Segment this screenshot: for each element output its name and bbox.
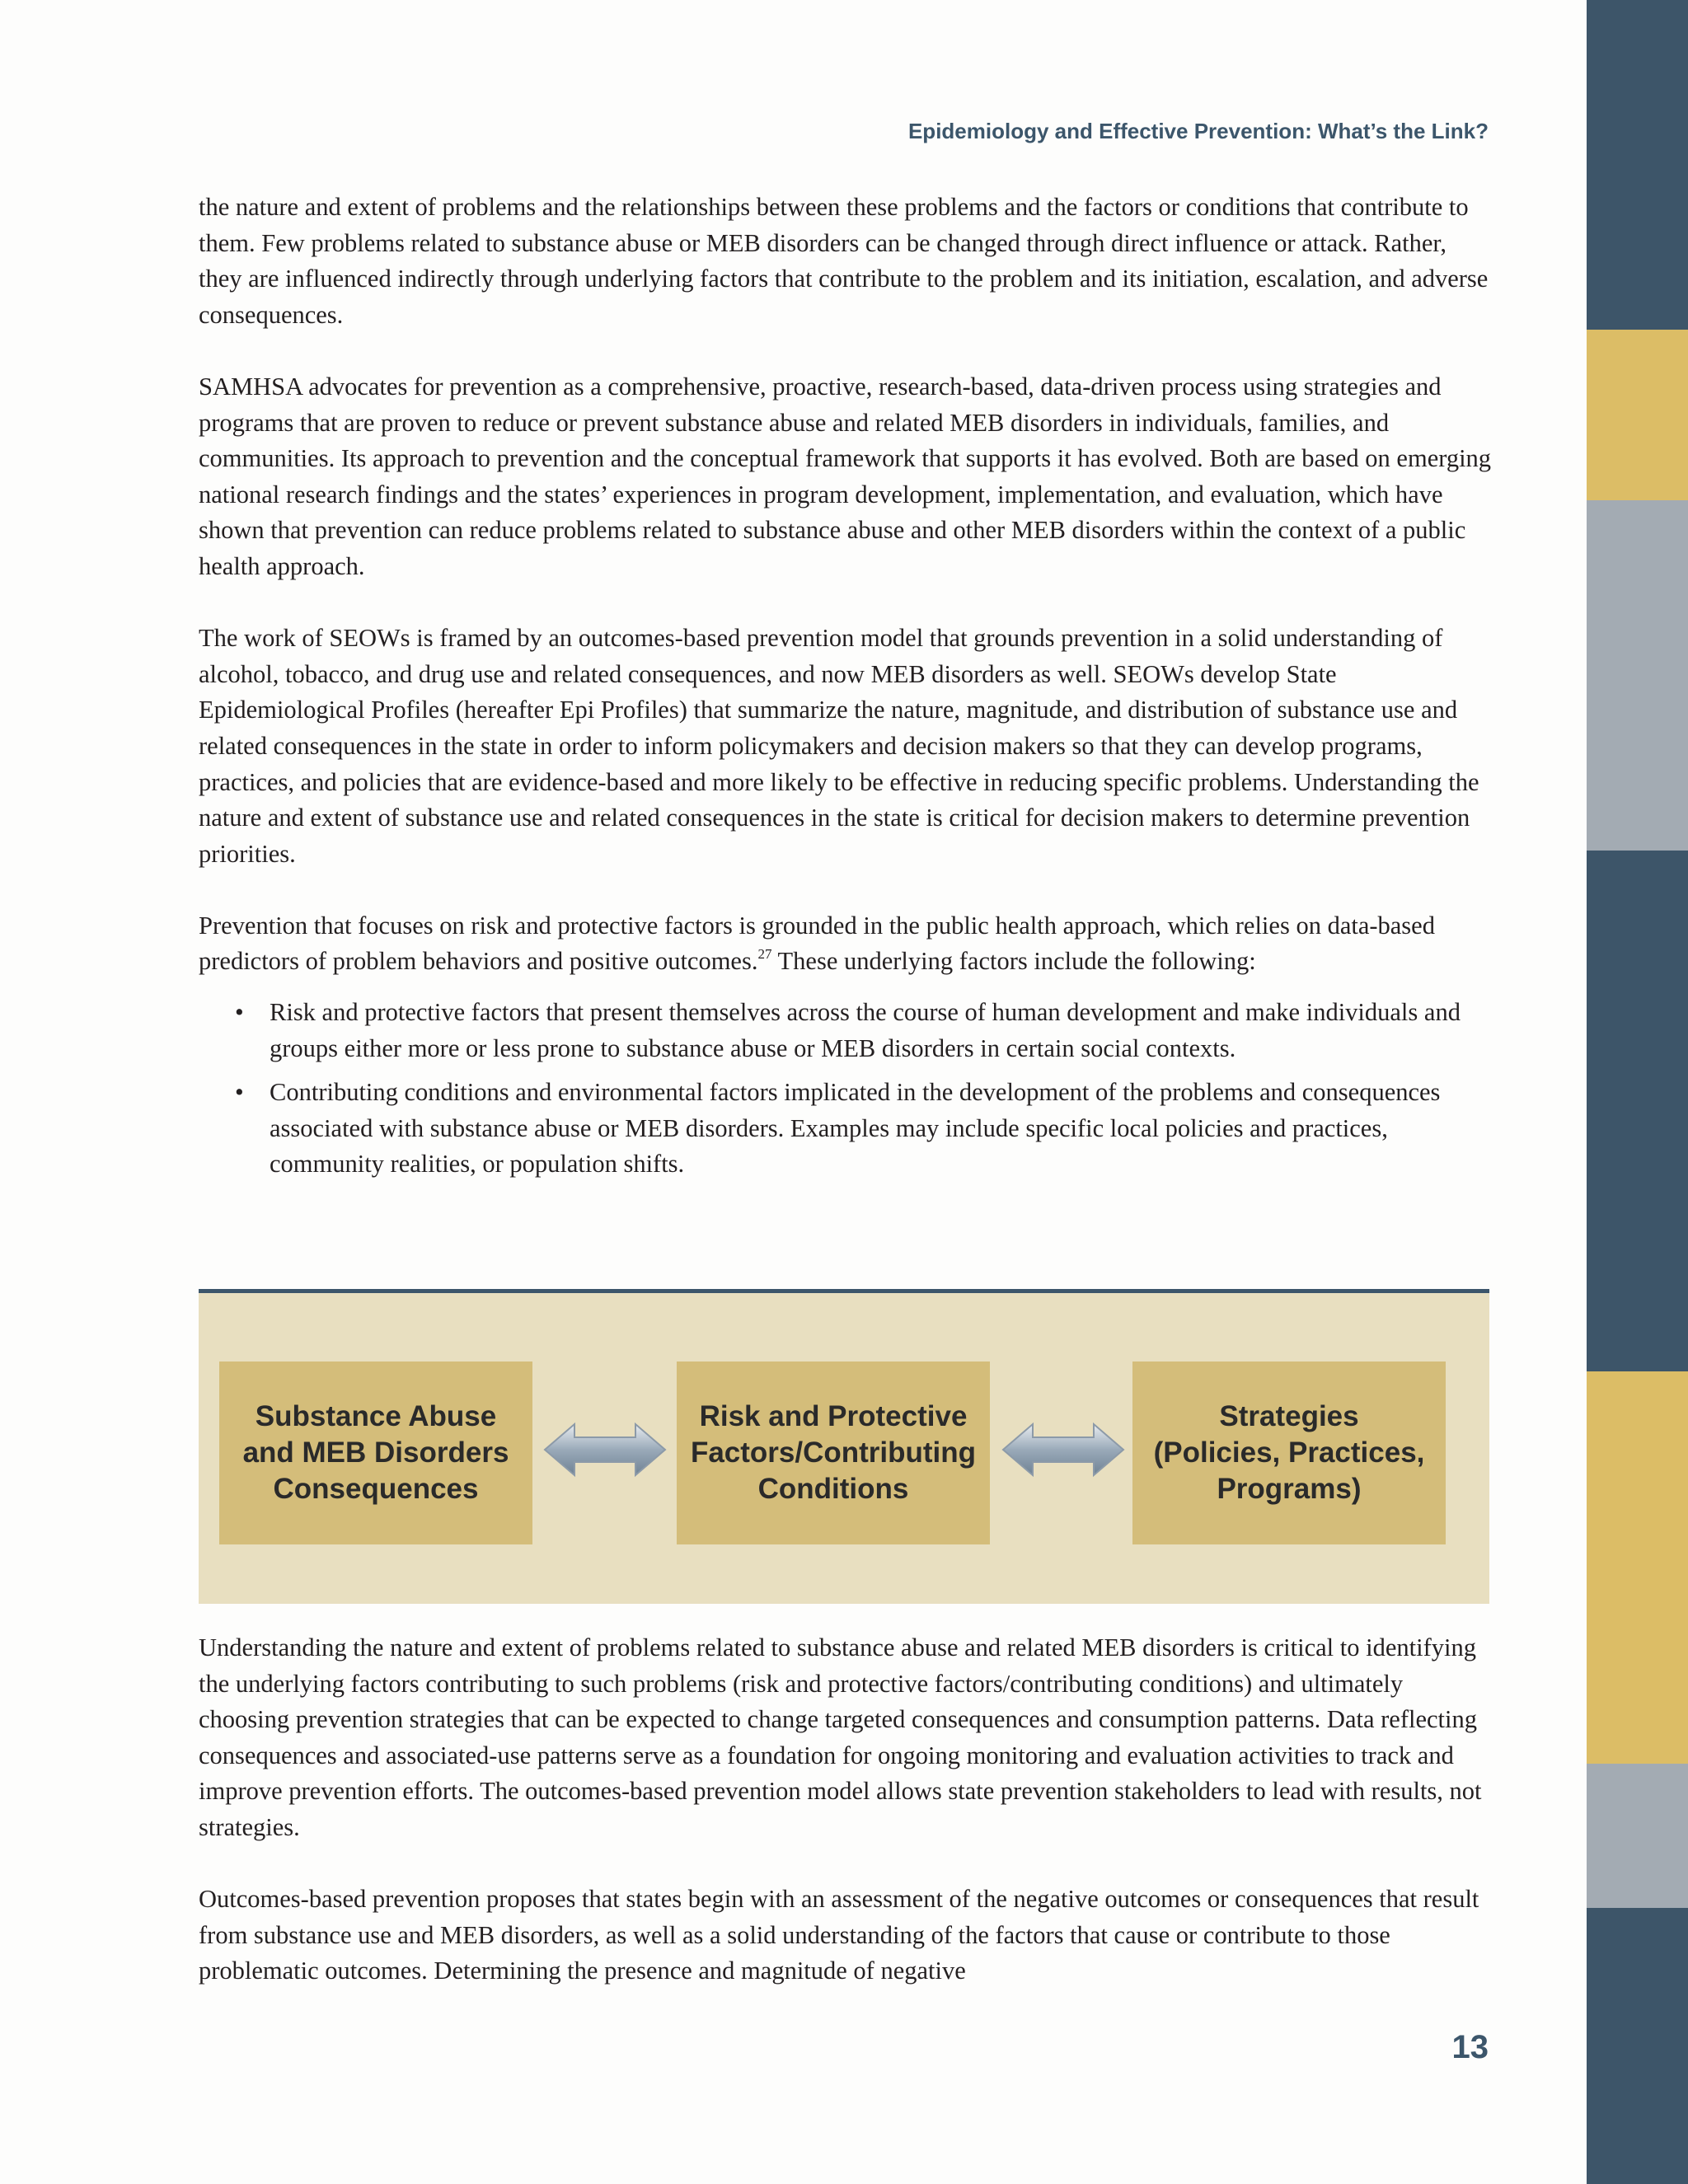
paragraph: The work of SEOWs is framed by an outcomes-based prevention model that grounds prevention in a solid understanding of alcohol, tobacco, and drug use and related consequences, and now MEB disorders as well. SEOWs develop State Epidemiological Profiles (hereafter Epi Profiles) that summarize the nature, magnitude, and distribution of substance use and related consequences in the state in order to inform policymakers and decision makers so that they can develop programs, practices, and policies that are evidence-based and more likely to be effective in reducing specific problems. Understanding the nature and extent of substance use and related consequences in the state is critical for decision makers to determine prevention priorities. [199, 624, 1479, 868]
running-header: Epidemiology and Effective Prevention: What’s the Link? [907, 119, 1489, 143]
list-item [199, 995, 1493, 1066]
band-segment-dark [1587, 1908, 1688, 2184]
box-line: Risk and Protective [699, 1400, 968, 1432]
double-arrow-icon [543, 1421, 667, 1479]
list-item-text: Contributing conditions and environmental factors implicated in the development of the problems and consequences associated with substance abuse or MEB disorders. Examples may include specific local policies and practices, community realities, or population shifts. [270, 1078, 1441, 1179]
band-segment-dark [1587, 851, 1688, 1371]
diagram-box-strategies [1132, 1361, 1446, 1544]
paragraph: SAMHSA advocates for prevention as a comprehensive, proactive, research-based, data-driven process using strategies and programs that are proven to reduce or prevent substance abuse and related MEB disorders in individuals, families, and communities. Its approach to prevention and the conceptual framework that supports it has evolved. Both are based on emerging national research findings and the states’ experiences in program development, implementation, and evaluation, which have shown that prevention can reduce problems related to substance abuse and other MEB disorders within the context of a public health approach. [199, 372, 1492, 580]
band-segment-gray [1587, 500, 1688, 851]
bullet-list [199, 995, 1493, 1183]
bullet-icon: • [235, 1078, 244, 1107]
body-text-top [199, 190, 1493, 1191]
paragraph-with-footnote [199, 908, 1493, 980]
double-arrow-icon [1001, 1421, 1125, 1479]
prevention-model-diagram [199, 1289, 1489, 1604]
box-line: Substance Abuse [255, 1400, 497, 1432]
paragraph-text: These underlying factors include the following: [771, 947, 1256, 976]
page-number: 13 [1451, 2029, 1489, 2065]
decorative-side-band [1587, 0, 1688, 2184]
box-line: (Policies, Practices, [1153, 1436, 1425, 1469]
box-line: Factors/Contributing [690, 1436, 977, 1469]
box-line: Strategies [1219, 1400, 1359, 1432]
body-text-bottom [199, 1630, 1493, 2026]
band-segment-dark [1587, 0, 1688, 330]
list-item [199, 1075, 1493, 1183]
list-item-text: Risk and protective factors that present themselves across the course of human development and make individuals and groups either more or less prone to substance abuse or MEB disorders in certain social contexts. [270, 998, 1461, 1062]
band-segment-gold [1587, 1371, 1688, 1764]
diagram-box-consequences [219, 1361, 532, 1544]
box-line: Programs) [1217, 1473, 1362, 1505]
paragraph-text: Prevention that focuses on risk and protective factors is grounded in the public health approach, which relies on data-based predictors of problem behaviors and positive outcomes. [199, 911, 1435, 976]
paragraph: Outcomes-based prevention proposes that states begin with an assessment of the negative outcomes or consequences that result from substance use and MEB disorders, as well as a solid understanding of the factors that cause or contribute to those problematic outcomes. Determining the presence and magnitude of negative [199, 1885, 1479, 1985]
paragraph: Understanding the nature and extent of problems related to substance abuse and related MEB disorders is critical to identifying the underlying factors contributing to such problems (risk and protective factors/contributing conditions) and ultimately choosing prevention strategies that can be expected to change targeted consequences and consumption patterns. Data reflecting consequences and associated-use patterns serve as a foundation for ongoing monitoring and evaluation activities to track and improve prevention efforts. The outcomes-based prevention model allows state prevention stakeholders to lead with results, not strategies. [199, 1633, 1482, 1841]
band-segment-gray [1587, 1764, 1688, 1908]
paragraph: the nature and extent of problems and the relationships between these problems and the factors or conditions that contribute to them. Few problems related to substance abuse or MEB disorders can be changed through direct influence or attack. Rather, they are influenced indirectly through underlying factors that contribute to the problem and its initiation, escalation, and adverse consequences. [199, 193, 1489, 329]
footnote-reference[interactable]: 27 [757, 946, 772, 963]
box-line: and MEB Disorders [242, 1436, 509, 1469]
box-line: Consequences [273, 1473, 479, 1505]
band-segment-gold [1587, 330, 1688, 500]
diagram-box-risk-factors [677, 1361, 990, 1544]
bullet-icon: • [235, 998, 244, 1027]
box-line: Conditions [757, 1473, 909, 1505]
